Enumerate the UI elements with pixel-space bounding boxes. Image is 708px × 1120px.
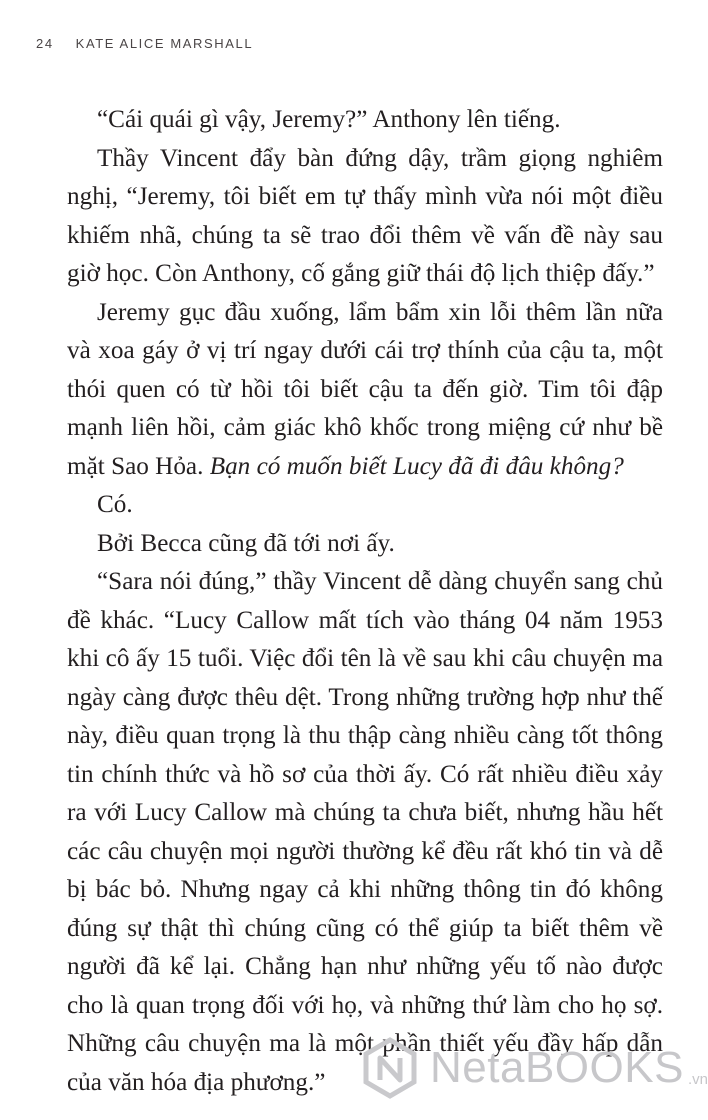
- paragraph: Có.: [97, 491, 133, 518]
- netabooks-logo-icon: [358, 1036, 422, 1100]
- watermark: [358, 1036, 708, 1100]
- paragraph: Bởi Becca cũng đã tới nơi ấy.: [97, 529, 395, 557]
- watermark-brand: NetaBOOKS: [430, 1043, 684, 1092]
- running-title: KATE ALICE MARSHALL: [75, 36, 254, 51]
- body-text: [67, 101, 663, 1102]
- paragraph-text: Jeremy gục đầu xuống, lẩm bẩm xin lỗi thêm lần nữa và xoa gáy ở vị trí ngay dưới cái trợ thính của cậu ta, một thói quen có từ hồi tôi biết cậu ta đến giờ. Tim tôi đập mạnh liên hồi, cảm giác khô khốc trong miệng cứ như bề mặt Sao Hỏa.: [67, 298, 663, 480]
- paragraph: “Cái quái gì vậy, Jeremy?” Anthony lên tiếng.: [97, 106, 561, 133]
- italic-thought: Bạn có muốn biết Lucy đã đi đâu không?: [209, 452, 624, 480]
- paragraph: “Sara nói đúng,” thầy Vincent dễ dàng chuyển sang chủ đề khác. “Lucy Callow mất tích vào tháng 04 năm 1953 khi cô ấy 15 tuổi. Việc đổi tên là về sau khi câu chuyện ma ngày càng được thêu dệt. Trong những trường hợp như thế này, điều quan trọng là thu thập càng nhiều càng tốt thông tin chính thức và hồ sơ của thời ấy. Có rất nhiều điều xảy ra với Lucy Callow mà chúng ta chưa biết, nhưng hầu hết các câu chuyện mọi người thường kể đều rất khó tin và dễ bị bác bỏ. Nhưng ngay cả khi những thông tin đó không đúng sự thật thì chúng cũng có thể giúp ta biết thêm về người đã kể lại. Chẳng hạn như những yếu tố nào được cho là quan trọng đối với họ, và những thứ làm cho họ sợ. Những câu chuyện ma là một phần thiết yếu đầy hấp dẫn của văn hóa địa phương.”: [67, 568, 663, 1096]
- paragraph: [67, 294, 663, 487]
- running-header: [36, 36, 253, 51]
- paragraph: Thầy Vincent đẩy bàn đứng dậy, trầm giọng nghiêm nghị, “Jeremy, tôi biết em tự thấy mình vừa nói một điều khiếm nhã, chúng ta sẽ trao đổi thêm về vấn đề này sau giờ học. Còn Anthony, cố gắng giữ thái độ lịch thiệp đấy.”: [67, 144, 663, 287]
- page-number: 24: [36, 36, 54, 51]
- watermark-suffix: .vn: [687, 1070, 708, 1088]
